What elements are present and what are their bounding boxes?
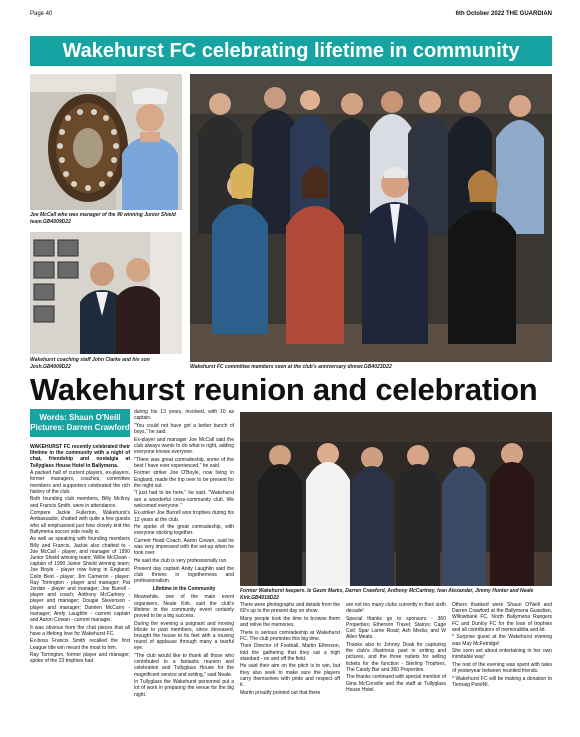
section-banner: Wakehurst FC celebrating lifetime in community: [30, 36, 552, 66]
article-column-2: [134, 409, 234, 732]
body-paragraph: "I just had to be here," he said. "Wakehurst are a wonderful cross-community club. We welcomed everyone.": [134, 490, 234, 509]
body-paragraph: There were photographs and details from the 60's up to the present day on show.: [240, 602, 340, 615]
photo-coaching-staff: [30, 232, 182, 354]
byline-pictures: Pictures: Darren Crawford: [30, 422, 130, 432]
byline-words: Words: Shaun O'Neill: [39, 413, 121, 422]
caption-coaching-staff: Wakehurst coaching staff John Clarke and his son Josh.GB4009D22: [30, 357, 150, 370]
body-paragraph: He said the club is very professionally run.: [134, 557, 228, 564]
body-paragraph: Present day captain Andy Laughlin said the club thrives in togetherness and professionalism.: [134, 565, 234, 584]
body-paragraph: In Tullyglass the Wakehurst personnel put a lot of work in preparing the venue for the big night.: [134, 679, 234, 698]
body-paragraph: She soon set about entertaining in her own inimitable way!: [452, 648, 552, 661]
page-number: Page 40: [30, 11, 53, 17]
article-column-1: [30, 444, 130, 732]
body-paragraph: Martin proudly pointed out that there: [240, 689, 321, 696]
body-paragraph: during his 13 years, involved, with 10 as captain.: [134, 409, 234, 422]
body-paragraph: "You could not have got a better bunch of boys," he said.: [134, 422, 234, 435]
article-byline: [30, 409, 130, 437]
body-paragraph: During the evening a poignant and moving tribute to past members, since deceased, brought the house to its feet with a rousing round of applause through many a tearful eye.: [134, 620, 234, 652]
issue-date-publication: 6th October 2022 THE GUARDIAN: [455, 11, 552, 17]
article-column-3: [240, 602, 340, 732]
body-paragraph: The rest of the evening was spent with tales of yesteryear between reunited friends.: [452, 662, 552, 675]
body-paragraph: Ex-striker Joe Burrell won trophies during his 12 years at the club.: [134, 510, 234, 523]
body-paragraph: Many people took the time to browse them and relive the memories.: [240, 615, 340, 628]
body-paragraph: The thanks continued with special mention of Gina McConville and the staff at Tullyglass House Hotel.: [346, 674, 446, 693]
photo-committee: [190, 74, 552, 362]
body-paragraph: It was obvious from the chat pieces that all have a lifelong love for Wakehurst FC.: [30, 624, 130, 637]
body-paragraph: Meanwhile, one of the main event organisers, Neale Kirk, said the club's lifetime in the community event certainly proved to be a big success.: [134, 594, 234, 619]
body-paragraph: There is serious comradeship at Wakehurst FC. The club promotes this big time.: [240, 629, 340, 642]
article-lead: WAKEHURST FC recently celebrated their lifetime in the community with a night of chat, friendship and nostalgia at Tullyglass House Hotel in Ballymena.: [30, 444, 130, 469]
body-paragraph: are not too many clubs currently in their sixth decade!: [346, 602, 446, 615]
article-headline: Wakehurst reunion and celebration: [30, 372, 538, 407]
caption-keepers: Former Wakehurst keepers. le Gavin Marks, Darren Crawford, Anthony McCartney, Ivan Alexander, Jimmy Hunter and Neale Kirk.GB4018D22: [240, 588, 534, 601]
body-paragraph: Ray Torrington, former player and manager, spoke of the 23 trophies had: [30, 652, 130, 665]
body-paragraph: Others thanked were Shaun O'Neill and Darren Crawford at the Ballymena Guardian, Willowbank FC, North Ballymena Rangers FC and Dunloy FC for the loan of trophies and all contributors of memorabilia and kit.: [452, 602, 552, 633]
body-paragraph: Both founding club members, Billy McIlroy and Francis Smith, were in attendance.: [30, 496, 130, 509]
body-paragraph: A packed hall of current players, ex-players, former managers, coaches, committee members and supporters celebrated the rich history of the club.: [30, 470, 130, 495]
article-column-5: [452, 602, 552, 732]
body-paragraph: "The club would like to thank all those who contributed to a fantastic reunion and celebration and Tullyglass House for the magnificent service and setting," said Neale.: [134, 653, 234, 678]
body-paragraph: "There was great comradeship, some of the best I have ever experienced," he said.: [134, 456, 234, 469]
body-paragraph: As well as speaking with founding members Billy and Francis, Jackie also chatted to - Joe McCall - player, and manager of 1990 Junior Shield winning team; Willie McClean - captain of 1990 Junior Shield winning team; Joe Boyle - player now living in England; Colin Best - player; Jim Cameron - player; Ray Torrington - player and manager; Pat Jordan - player and manager; Joe Burrell - player and coach; Anthony McCartney - player and manager; Dougie Stevenson - player and manager; Damien McCarry - manager; Andy Laughlin - current captain and Aaron Cowan - current manager.: [30, 536, 130, 624]
body-paragraph: Special thanks go to sponsors - 360 Properties; Etherson Travel; Stairys; Cage Coil; Spar Larne Road; Ash Media; and W Allen Meats.: [346, 615, 446, 641]
body-paragraph: Current Head Coach, Aaron Cowan, said he was very impressed with the set-up when he took over.: [134, 537, 234, 557]
caption-shield: Joe McCall who was manager of the 90 winning Junior Shield team.GB4009D22: [30, 212, 176, 225]
caption-committee: Wakehurst FC committee members seen at the club's anniversary dinner.GB4023D22: [190, 364, 392, 370]
body-paragraph: * Surprise guest at the Wakehurst evening was May McFetridge!: [452, 634, 552, 647]
subheading: Lifetime in the Community: [152, 586, 216, 593]
photo-former-keepers: [240, 412, 552, 586]
body-paragraph: Compere Jackie Fullerton, Wakehurst's Ambassador, chatted with quite a few guests who all emphasised just how closely knit the Ballymena soccer side really is.: [30, 510, 130, 535]
article-column-4: [346, 602, 446, 732]
page-folio: [30, 8, 552, 20]
body-paragraph: Thanks also to Johnny Doak for capturing the club's illustrious past in writing and pictures, and the three outlets for selling tickets for the function - Sterling Trophies, The Candy Bar and 360 Properties.: [346, 642, 446, 673]
body-paragraph: Their Director of Football, Martin Etherson, told the gathering that they sat a high standard - on and off the field.: [240, 643, 340, 662]
body-paragraph: He said their aim on the pitch is to win, but they also seek to make sure the players carry themselves with pride and respect off it.: [240, 663, 340, 688]
body-paragraph: Ex-player and manager Joe McCall said the club always wants to do what is right, adding everyone knows everyone.: [134, 436, 234, 455]
body-paragraph: Ex-boss Francis Smith recalled the first League title win meant the most to him.: [30, 638, 130, 651]
body-paragraph: * Wakehurst FC will be making a donation to Tiernaig PointNI.: [452, 675, 552, 688]
photo-shield-manager: [30, 74, 182, 210]
body-paragraph: Former striker Joe O'Boyle, now living in England, made the trip over to be present for the night out.: [134, 470, 234, 489]
body-paragraph: He spoke of the great comradeship, with everyone sticking together.: [134, 524, 234, 537]
